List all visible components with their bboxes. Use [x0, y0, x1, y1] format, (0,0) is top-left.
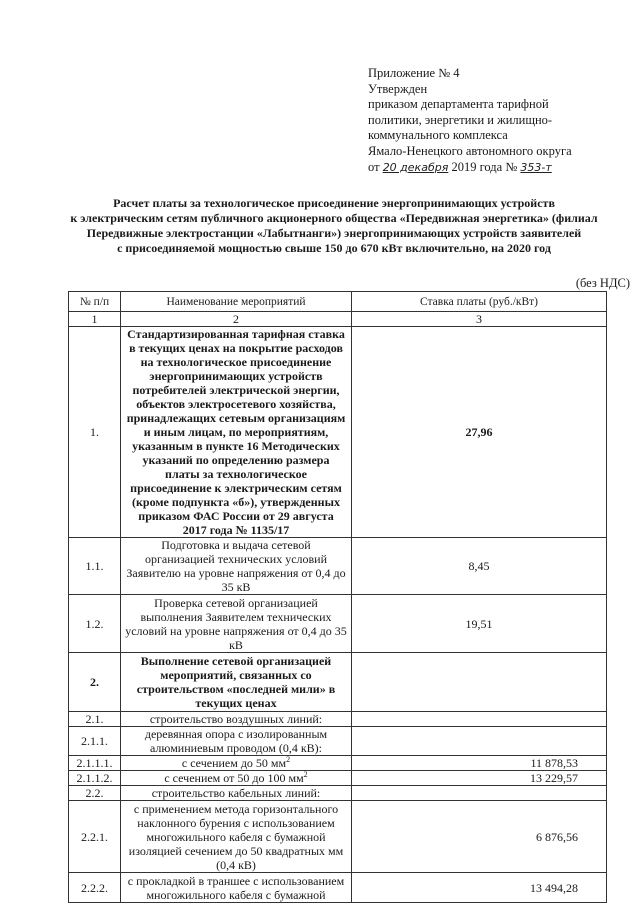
title-line: Расчет платы за технологическое присоединение энергопринимающих устройств [113, 196, 555, 210]
date-prefix: от [368, 159, 380, 174]
row-name: Проверка сетевой организацией выполнения Заявителем технических условий на уровне напряжения от 0,4 до 35 кВ [121, 595, 352, 653]
superscript-two: 2 [303, 770, 308, 779]
row-value: 13 229,57 [352, 771, 607, 786]
table-row [69, 327, 607, 538]
table-row [69, 727, 607, 756]
rates-table [68, 291, 607, 903]
row-number: 2.2.2. [69, 873, 121, 903]
row-value: 8,45 [352, 538, 607, 595]
row-value [352, 786, 607, 801]
row-name: с прокладкой в траншее с использованием многожильного кабеля с бумажной [121, 873, 352, 903]
row-number: 2.1. [69, 712, 121, 727]
row-name-text: с сечением от 50 до 100 мм [164, 771, 304, 785]
row-value: 27,96 [352, 327, 607, 538]
row-number: 1.1. [69, 538, 121, 595]
header-number: № п/п [69, 292, 121, 312]
column-number: 3 [352, 312, 607, 327]
approval-order-line: политики, энергетики и жилищно- [368, 112, 553, 127]
row-name: Подготовка и выдача сетевой организацией технических условий Заявителю на уровне напряжения от 0,4 до 35 кВ [121, 538, 352, 595]
row-value [352, 727, 607, 756]
row-number: 2.2. [69, 786, 121, 801]
row-name: строительство воздушных линий: [121, 712, 352, 727]
title-line: Передвижные электростанции «Лабытнанги») энергопринимающих устройств заявителей [86, 226, 582, 240]
table-row [69, 712, 607, 727]
table-row [69, 801, 607, 873]
row-number: 1. [69, 327, 121, 538]
row-name: строительство кабельных линий: [121, 786, 352, 801]
row-number: 2.1.1. [69, 727, 121, 756]
row-number: 2. [69, 653, 121, 712]
approval-order-line: Ямало-Ненецкого автономного округа [368, 143, 572, 158]
vat-note: (без НДС) [575, 276, 630, 290]
row-number: 2.1.1.2. [69, 771, 121, 786]
column-number: 1 [69, 312, 121, 327]
table-row [69, 756, 607, 771]
approved-label: Утвержден [368, 81, 428, 96]
column-number: 2 [121, 312, 352, 327]
document-title [40, 196, 628, 256]
row-number: 2.1.1.1. [69, 756, 121, 771]
row-number: 2.2.1. [69, 801, 121, 873]
row-number: 1.2. [69, 595, 121, 653]
handwritten-order-number: 353-т [520, 160, 552, 174]
title-line: к электрическим сетям публичного акционерного общества «Передвижная энергетика» (филиал [70, 211, 598, 225]
row-value [352, 712, 607, 727]
title-line: с присоединяемой мощностью свыше 150 до 670 кВт включительно, на 2020 год [117, 241, 551, 255]
row-name: с применением метода горизонтального наклонного бурения с использованием многожильного кабеля с бумажной изоляцией сечением до 50 квадратных мм (0,4 кВ) [121, 801, 352, 873]
date-suffix: 2019 года № [451, 159, 518, 174]
approval-date-line [368, 160, 628, 176]
table-row [69, 771, 607, 786]
superscript-two: 2 [286, 755, 291, 764]
approval-order-line: приказом департамента тарифной [368, 97, 549, 112]
header-rate: Ставка платы (руб./кВт) [352, 292, 607, 312]
table-row [69, 653, 607, 712]
appendix-number: Приложение № 4 [368, 66, 460, 80]
row-value: 13 494,28 [352, 873, 607, 903]
header-name: Наименование мероприятий [121, 292, 352, 312]
table-column-numbers-row [69, 312, 607, 327]
approval-order-line: коммунального комплекса [368, 128, 508, 143]
row-name [121, 771, 352, 786]
row-name: Выполнение сетевой организацией мероприятий, связанных со строительством «последней мили» в текущих ценах [121, 653, 352, 712]
row-name [121, 756, 352, 771]
table-row [69, 595, 607, 653]
row-name-text: с сечением до 50 мм [181, 756, 287, 770]
table-row [69, 538, 607, 595]
table-row [69, 786, 607, 801]
approval-block [368, 66, 628, 175]
row-value [352, 653, 607, 712]
table-header-row [69, 292, 607, 312]
row-name: Стандартизированная тарифная ставка в текущих ценах на покрытие расходов на технологическое присоединение энергопринимающих устройств потребителей электрической энергии, объектов электросетевого хозяйства, принадлежащих сетевым организациям и иным лицам, по мероприятиям, указанным в пункте 16 Методических указаний по определению размера платы за технологическое присоединение к электрическим сетям (кроме подпункта «б»), утвержденных приказом ФАС России от 29 августа 2017 года № 1135/17 [121, 327, 352, 538]
handwritten-date: 20 декабря [382, 160, 449, 174]
table-row [69, 873, 607, 903]
row-value: 19,51 [352, 595, 607, 653]
row-value: 6 876,56 [352, 801, 607, 873]
row-name: деревянная опора с изолированным алюминиевым проводом (0,4 кВ): [121, 727, 352, 756]
row-value: 11 878,53 [352, 756, 607, 771]
